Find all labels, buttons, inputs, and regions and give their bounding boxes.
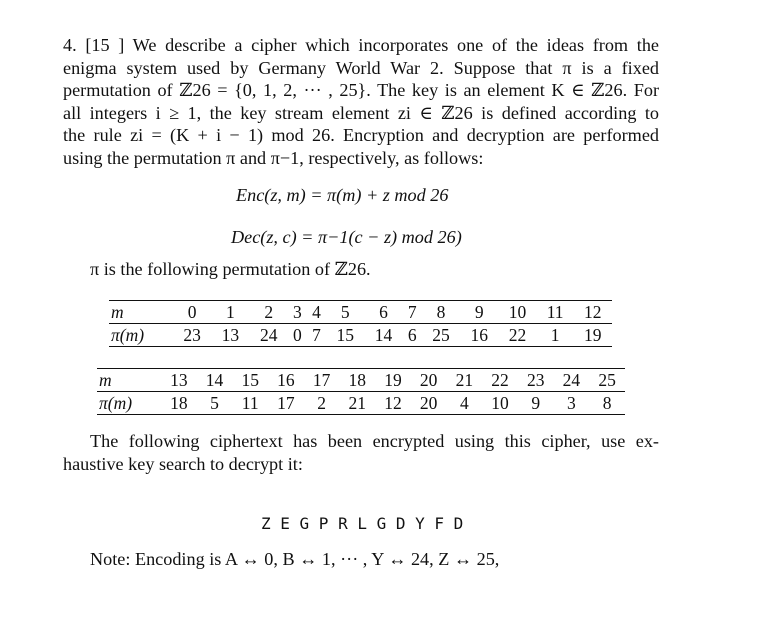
table-cell: 13 [161,369,197,392]
table-row-m [97,369,625,392]
table-cell: 1 [537,324,574,347]
table-cell: 15 [326,324,364,347]
table-cell: 1 [211,301,249,324]
permutation-table-2 [97,368,625,415]
problem-line-6: using the permutation π and π−1, respectively, as follows: [63,147,484,168]
table-cell: 0 [288,324,307,347]
table-cell: 19 [574,324,612,347]
table-cell: 15 [232,369,268,392]
table-cell: 13 [211,324,249,347]
table-cell: 17 [304,369,340,392]
problem-line-5: the rule zi = (K + i − 1) mod 26. Encryption and decryption are performed [63,125,659,145]
ciphertext-intro-line-2: haustive key search to decrypt it: [63,453,303,474]
row-label: π(m) [109,324,173,347]
problem-line-2: enigma system used by Germany World War 2. Suppose that π is a fixed [63,57,659,78]
table-cell: 18 [339,369,375,392]
table-cell: 11 [537,301,574,324]
table-cell: 4 [307,301,326,324]
table-cell: 22 [482,369,518,392]
permutation-intro: π is the following permutation of ℤ26. [90,259,371,279]
table-cell: 24 [554,369,590,392]
table-cell: 25 [589,369,625,392]
table-cell: 8 [589,392,625,415]
table-cell: 25 [422,324,460,347]
encoding-note: Note: Encoding is A ↔ 0, B ↔ 1, ··· , Y ↔ 24, Z ↔ 25, [90,549,500,569]
table-cell: 20 [411,392,447,415]
table-cell: 0 [173,301,211,324]
table-cell: 16 [460,324,498,347]
table-row-pi [97,392,625,415]
table-cell: 9 [518,392,554,415]
table-cell: 24 [250,324,288,347]
permutation-table-1 [109,300,612,347]
table-cell: 5 [326,301,364,324]
table-row-m [109,301,612,324]
table-cell: 2 [304,392,340,415]
ciphertext-intro-line-1: The following ciphertext has been encrypted using this cipher, use ex- [90,431,659,451]
problem-line-4: all integers i ≥ 1, the key stream element zi ∈ ℤ26 is defined according to [63,102,659,123]
table-cell: 6 [364,301,402,324]
problem-line-3: permutation of ℤ26 = {0, 1, 2, ··· , 25}. The key is an element K ∈ ℤ26. For [63,80,659,100]
encryption-equation: Enc(z, m) = π(m) + z mod 26 [236,185,449,205]
table-cell: 5 [197,392,233,415]
table-cell: 19 [375,369,411,392]
table-cell: 17 [268,392,304,415]
problem-statement [63,34,659,169]
table-cell: 6 [403,324,422,347]
table-cell: 23 [173,324,211,347]
table-cell: 9 [460,301,498,324]
ciphertext-intro [63,430,659,475]
problem-line-1: 4. [15 ] We describe a cipher which incorporates one of the ideas from the [63,35,659,55]
row-label: m [97,369,161,392]
table-cell: 8 [422,301,460,324]
table-cell: 21 [339,392,375,415]
row-label: π(m) [97,392,161,415]
ciphertext: Z E G P R L G D Y F D [261,514,464,533]
table-cell: 2 [250,301,288,324]
table-cell: 3 [288,301,307,324]
table-cell: 14 [197,369,233,392]
table-cell: 23 [518,369,554,392]
table-cell: 16 [268,369,304,392]
table-cell: 22 [498,324,536,347]
table-cell: 7 [307,324,326,347]
table-cell: 21 [447,369,483,392]
table-cell: 3 [554,392,590,415]
table-cell: 12 [375,392,411,415]
table-row-pi [109,324,612,347]
table-cell: 12 [574,301,612,324]
table-cell: 7 [403,301,422,324]
table-cell: 4 [447,392,483,415]
table-cell: 11 [232,392,268,415]
table-cell: 20 [411,369,447,392]
decryption-equation: Dec(z, c) = π−1(c − z) mod 26) [231,227,462,247]
table-cell: 10 [482,392,518,415]
table-cell: 14 [364,324,402,347]
table-cell: 10 [498,301,536,324]
table-cell: 18 [161,392,197,415]
row-label: m [109,301,173,324]
